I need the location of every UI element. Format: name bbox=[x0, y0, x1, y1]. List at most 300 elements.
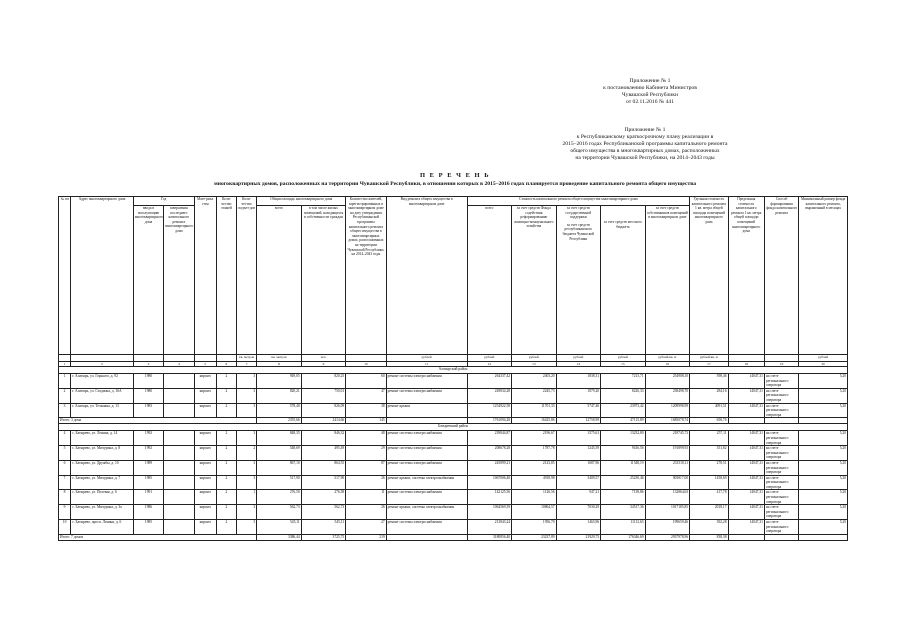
total-cell: 2355,66 bbox=[257, 418, 302, 424]
table-cell: 3 bbox=[237, 475, 257, 490]
column-number-cell: 17 bbox=[690, 362, 728, 367]
total-row bbox=[59, 534, 848, 540]
table-cell: 1992 bbox=[133, 446, 163, 461]
total-cell bbox=[386, 534, 467, 540]
table-cell bbox=[164, 475, 194, 490]
table-cell: 264337,42 bbox=[467, 374, 512, 389]
table-cell: 231518,11 bbox=[645, 460, 690, 475]
header-cell: Удельная стоимость капитального ремонта 1 кв. метра общей площади помещений многоквартирного дома bbox=[690, 197, 728, 355]
table-cell: 1575,61 bbox=[556, 431, 601, 446]
table-cell: на счете регионального оператора bbox=[764, 446, 798, 461]
table-cell: 1992 bbox=[133, 431, 163, 446]
table-cell: 1985 bbox=[133, 520, 163, 535]
table-cell: 4918,98 bbox=[512, 475, 557, 490]
total-cell: 3386,44 bbox=[257, 534, 302, 540]
table-cell: 2 bbox=[59, 388, 71, 403]
table-cell: на счете регионального оператора bbox=[764, 403, 798, 418]
annex-line: Приложение № 1 bbox=[629, 78, 671, 84]
table-cell: 10 bbox=[59, 520, 71, 535]
table-cell: 5,20 bbox=[799, 460, 848, 475]
table-cell: ремонт системы электроснабжения bbox=[386, 388, 467, 403]
table-cell bbox=[164, 374, 194, 389]
table-cell: 3 bbox=[237, 460, 257, 475]
table-cell: ремонт крыши, системы электроснабжения bbox=[386, 475, 467, 490]
header-cell: Мате-риал стен bbox=[194, 197, 216, 355]
column-number-cell: 13 bbox=[512, 362, 557, 367]
table-cell: 276,58 bbox=[301, 490, 346, 505]
table-cell: 3 bbox=[237, 505, 257, 520]
table-cell: 14047,31 bbox=[728, 446, 764, 461]
table-cell: 3 bbox=[237, 431, 257, 446]
table-cell: 3 bbox=[59, 403, 71, 418]
table-row bbox=[59, 403, 848, 418]
table-cell: 7213,71 bbox=[601, 374, 646, 389]
table-cell: 417,78 bbox=[690, 490, 728, 505]
table-cell: 548,69 bbox=[257, 446, 302, 461]
table-cell: на счете регионального оператора bbox=[764, 505, 798, 520]
table-cell: 1067006,40 bbox=[467, 475, 512, 490]
column-number-cell: 9 bbox=[301, 362, 346, 367]
subheader-cell: всего bbox=[467, 206, 512, 355]
annex-line: 2015–2016 годах Республиканской программы капитального ремонта bbox=[562, 141, 728, 147]
table-row bbox=[59, 446, 848, 461]
unit-cell: рублей bbox=[467, 355, 512, 362]
table-cell: 5,20 bbox=[799, 490, 848, 505]
table-cell bbox=[164, 505, 194, 520]
title-main: П Е Р Е Ч Е Н Ь bbox=[419, 172, 491, 179]
table-cell: 5,20 bbox=[799, 403, 848, 418]
table-cell: 5,20 bbox=[799, 520, 848, 535]
unit-cell bbox=[346, 355, 386, 362]
table-cell: 278,51 bbox=[690, 460, 728, 475]
table-cell: 14047,31 bbox=[728, 520, 764, 535]
table-cell: 562,73 bbox=[301, 505, 346, 520]
table-cell: 1463,96 bbox=[556, 520, 601, 535]
table-cell: 29 bbox=[346, 446, 386, 461]
total-cell bbox=[728, 534, 764, 540]
total-cell: 3725,75 bbox=[301, 534, 346, 540]
table-cell: 545,11 bbox=[257, 520, 302, 535]
annex-line: к постановлению Кабинета Министров bbox=[603, 85, 697, 91]
table-cell: 8 bbox=[59, 490, 71, 505]
table-cell: 2 bbox=[216, 374, 236, 389]
table-cell: 60 bbox=[346, 374, 386, 389]
table-cell: 826,09 bbox=[301, 403, 346, 418]
table-cell: 14047,31 bbox=[728, 505, 764, 520]
total-cell: 658,76 bbox=[690, 418, 728, 424]
header-cell: Адрес многоквартирного дома bbox=[71, 197, 134, 355]
unit-cell bbox=[194, 355, 216, 362]
table-cell: с. Батырево, просп. Ленина, д. 6 bbox=[71, 520, 134, 535]
header-cell: Способ формирования фонда капитального ремонта bbox=[764, 197, 798, 355]
header-cell: № пп bbox=[59, 197, 71, 355]
table-cell: ремонт крыши bbox=[386, 403, 467, 418]
unit-cell bbox=[216, 355, 236, 362]
subheader-cell: всего bbox=[257, 206, 302, 355]
unit-cell: рублей bbox=[512, 355, 557, 362]
table-cell: 351,82 bbox=[690, 446, 728, 461]
table-row bbox=[59, 475, 848, 490]
column-number-cell: 6 bbox=[216, 362, 236, 367]
table-cell: 1879,20 bbox=[556, 388, 601, 403]
table-cell: на счете регионального оператора bbox=[764, 490, 798, 505]
header-cell: Коли-чество подъез-дов bbox=[237, 197, 257, 355]
total-cell: 23237,89 bbox=[512, 534, 557, 540]
table-cell: 4091,51 bbox=[690, 403, 728, 418]
table-cell bbox=[164, 460, 194, 475]
total-cell: 3180856,40 bbox=[467, 534, 512, 540]
table-cell: 13232,80 bbox=[601, 431, 646, 446]
subheader-cell bbox=[601, 206, 646, 355]
table-cell: на счете регионального оператора bbox=[764, 520, 798, 535]
annex-line: общего имущества в многоквартирных домах, расположенных bbox=[570, 148, 720, 154]
table-cell: 284,16 bbox=[690, 388, 728, 403]
table-cell: 11 bbox=[346, 490, 386, 505]
table-cell: 1687,96 bbox=[556, 460, 601, 475]
table-cell: 6 bbox=[59, 460, 71, 475]
total-label: Итого: 7 домов bbox=[59, 534, 257, 540]
total-cell: 12758,99 bbox=[556, 418, 601, 424]
table-cell: 2 bbox=[216, 490, 236, 505]
table-cell bbox=[164, 490, 194, 505]
total-cell: 2414,66 bbox=[301, 418, 346, 424]
table-cell: г. Алатырь, ул. Горького, д. 92 bbox=[71, 374, 134, 389]
total-cell: 145 bbox=[346, 418, 386, 424]
subheader-cell: завершения последнего капитального ремонта многоквартирного дома bbox=[164, 206, 194, 355]
table-row bbox=[59, 520, 848, 535]
unit-cell: кв. метров bbox=[237, 355, 257, 362]
annex-line: к Республиканскому краткосрочному плану реализации в bbox=[576, 134, 714, 140]
table-cell: 26 bbox=[346, 505, 386, 520]
table-cell bbox=[164, 388, 194, 403]
table-cell: с. Батырево, ул. Мичурина, д. 3а bbox=[71, 505, 134, 520]
header-cell: Стоимость капитального ремонта общего имущества многоквартирного дома bbox=[467, 197, 690, 206]
table-cell: кирпич bbox=[194, 446, 216, 461]
table-row bbox=[59, 460, 848, 475]
column-number-cell: 10 bbox=[346, 362, 386, 367]
table-cell: 276,50 bbox=[257, 490, 302, 505]
total-cell: 838,38 bbox=[690, 534, 728, 540]
table-cell: ремонт системы электроснабжения bbox=[386, 460, 467, 475]
region-row bbox=[59, 367, 848, 374]
unit-cell bbox=[59, 355, 71, 362]
subheader-cell: в том числе жилых помещений, находящихся в собственности граждан bbox=[301, 206, 346, 355]
table-row bbox=[59, 490, 848, 505]
table-cell: 9416,56 bbox=[601, 446, 646, 461]
table-cell: 820,21 bbox=[257, 388, 302, 403]
table-cell: на счете регионального оператора bbox=[764, 475, 798, 490]
table-cell: 2 bbox=[237, 446, 257, 461]
table-cell: 5 bbox=[59, 446, 71, 461]
subheader-text: за счет средств местного бюджета bbox=[603, 220, 642, 229]
table-cell: 47 bbox=[346, 388, 386, 403]
table-cell: 2 bbox=[216, 431, 236, 446]
table-cell: 2 bbox=[216, 475, 236, 490]
unit-cell: рублей/кв. м bbox=[645, 355, 690, 362]
table-cell bbox=[164, 520, 194, 535]
table-cell bbox=[164, 446, 194, 461]
column-number-cell: 20 bbox=[799, 362, 848, 367]
table-cell: г. Алатырь, ул. Стадиона, д. 16А bbox=[71, 388, 134, 403]
table-cell: 1017185,85 bbox=[645, 505, 690, 520]
table-cell: 848,35 bbox=[257, 431, 302, 446]
table-cell: 10864,57 bbox=[512, 505, 557, 520]
region-row bbox=[59, 424, 848, 431]
table-cell: 11701,33 bbox=[512, 403, 557, 418]
total-cell: 219 bbox=[346, 534, 386, 540]
unit-cell bbox=[164, 355, 194, 362]
table-cell: 3 bbox=[237, 374, 257, 389]
annex-line: от 02.11.2016 № 441 bbox=[625, 99, 675, 105]
table-cell: 7 bbox=[59, 475, 71, 490]
header-cell: Количество жителей, зарегистрированных в многоквартирном доме на дату утверждения Республиканской программы капитального ремонта общего имущества в многоквартирных домах, расположенных на территории Чувашской Республики, на 2014–2043 годы bbox=[346, 197, 386, 355]
table-cell: на счете регионального оператора bbox=[764, 374, 798, 389]
table-cell: 3 bbox=[237, 403, 257, 418]
unit-cell: чел. bbox=[301, 355, 346, 362]
table-cell: 14047,31 bbox=[728, 460, 764, 475]
table-cell: 750,01 bbox=[301, 388, 346, 403]
table-cell: 254908,10 bbox=[645, 374, 690, 389]
table-cell: 48 bbox=[346, 431, 386, 446]
units-row bbox=[59, 355, 848, 362]
column-number-cell: 18 bbox=[728, 362, 764, 367]
table-cell: ремонт крыши, системы электроснабжения bbox=[386, 505, 467, 520]
unit-cell: рублей/кв. м bbox=[690, 355, 728, 362]
table-cell: 2245,73 bbox=[512, 388, 557, 403]
total-cell: 47115,89 bbox=[601, 418, 646, 424]
unit-cell: рублей bbox=[556, 355, 601, 362]
table-cell: с. Батырево, ул. Полевая, д. 6 bbox=[71, 490, 134, 505]
table-cell: 14047,31 bbox=[728, 388, 764, 403]
table-cell: 245899,21 bbox=[467, 460, 512, 475]
table-cell: кирпич bbox=[194, 460, 216, 475]
table-row bbox=[59, 388, 848, 403]
table-cell: на счете регионального оператора bbox=[764, 431, 798, 446]
table-cell: с. Батырево, ул. Мичурина, д. 8 bbox=[71, 446, 134, 461]
column-number-cell: 8 bbox=[257, 362, 302, 367]
table-cell bbox=[164, 403, 194, 418]
table-cell: кирпич bbox=[194, 490, 216, 505]
table-cell: 132864,63 bbox=[645, 490, 690, 505]
subheader-text: за счет средств республиканского бюджета Чувашской Республики bbox=[562, 222, 594, 241]
document-title bbox=[60, 172, 850, 188]
column-number-cell: 7 bbox=[237, 362, 257, 367]
table-cell: 218745,73 bbox=[645, 431, 690, 446]
table-cell: 1983 bbox=[133, 403, 163, 418]
table-cell: 903817,00 bbox=[645, 475, 690, 490]
table-cell: 208678,28 bbox=[467, 446, 512, 461]
total-cell bbox=[764, 534, 798, 540]
table-cell: на счете регионального оператора bbox=[764, 460, 798, 475]
table-cell: 142125,56 bbox=[467, 490, 512, 505]
table-cell: 545,11 bbox=[301, 520, 346, 535]
title-subtitle: многоквартирных домов, расположенных на территории Чувашской Республики, в отношении которых в 2015–2016 годах планируется проведение капитального ремонта общего имущества bbox=[213, 181, 697, 187]
table-cell: 5,20 bbox=[799, 388, 848, 403]
total-cell: 1761094,28 bbox=[467, 418, 512, 424]
table-cell: 3 bbox=[237, 388, 257, 403]
region-name: Алатырский район bbox=[59, 367, 848, 374]
table-cell: 5,20 bbox=[799, 431, 848, 446]
subheader-cell: ввода в эксплуатацию многоквартирного дома bbox=[133, 206, 163, 355]
unit-cell: рублей bbox=[601, 355, 646, 362]
table-cell: 578,40 bbox=[257, 403, 302, 418]
column-number-cell: 14 bbox=[556, 362, 601, 367]
table-cell: 1064569,39 bbox=[467, 505, 512, 520]
table-cell: 9 bbox=[59, 505, 71, 520]
table-cell: ремонт системы электроснабжения bbox=[386, 490, 467, 505]
table-cell: 2403,20 bbox=[512, 374, 557, 389]
table-cell: с. Батырево, ул. Ленина, д. 14 bbox=[71, 431, 134, 446]
annex-line: Чувашской Республики bbox=[622, 92, 678, 98]
table-cell: кирпич bbox=[194, 520, 216, 535]
table-cell: 2196,67 bbox=[512, 431, 557, 446]
table-row bbox=[59, 505, 848, 520]
table-cell: ремонт системы электроснабжения bbox=[386, 374, 467, 389]
table-cell: 3409,57 bbox=[556, 475, 601, 490]
table-cell: 2 bbox=[216, 388, 236, 403]
table-row bbox=[59, 374, 848, 389]
table-cell: 1126,56 bbox=[512, 490, 557, 505]
table-cell: 1986 bbox=[133, 505, 163, 520]
table-cell: 5,20 bbox=[799, 446, 848, 461]
table-cell: г. Алатырь, ул. Тельмана, д. 13 bbox=[71, 403, 134, 418]
column-number-cell: 16 bbox=[645, 362, 690, 367]
column-number-cell: 19 bbox=[764, 362, 798, 367]
table-cell: 38 bbox=[346, 403, 386, 418]
table-cell: 14047,31 bbox=[728, 490, 764, 505]
table-cell: 947,21 bbox=[556, 490, 601, 505]
table-cell: 239844,87 bbox=[467, 431, 512, 446]
table-cell: 11548,19 bbox=[601, 460, 646, 475]
unit-cell: кв. метров bbox=[257, 355, 302, 362]
annex-line: Приложение № 1 bbox=[624, 127, 666, 133]
table-cell: 14047,31 bbox=[728, 403, 764, 418]
total-cell: 2937978,96 bbox=[645, 534, 690, 540]
total-cell: 176346,69 bbox=[601, 534, 646, 540]
table-cell: 598,46 bbox=[690, 374, 728, 389]
table-cell: 2 bbox=[216, 403, 236, 418]
subheader-cell: за счет средств Фонда содействия реформированию жилищно-коммунального хозяйства bbox=[512, 206, 557, 355]
total-label: Итого: 3 дома bbox=[59, 418, 257, 424]
column-number-cell: 5 bbox=[194, 362, 216, 367]
table-cell: 1985 bbox=[133, 475, 163, 490]
table-cell: 23973,42 bbox=[601, 403, 646, 418]
table-cell: кирпич bbox=[194, 388, 216, 403]
table-cell: 26 bbox=[346, 475, 386, 490]
table-cell: 949,05 bbox=[257, 374, 302, 389]
header-cell: Вид ремонта общего имущества в многоквартирном доме bbox=[386, 197, 467, 355]
table-cell: кирпич bbox=[194, 505, 216, 520]
table-cell: кирпич bbox=[194, 431, 216, 446]
subheader-text: за счет средств государственной поддержки bbox=[565, 206, 592, 220]
table-cell: с. Батырево, ул. Дружбы, д. 10 bbox=[71, 460, 134, 475]
table-cell: 820,25 bbox=[301, 374, 346, 389]
table-cell: 5747,46 bbox=[556, 403, 601, 418]
table-cell: 1991 bbox=[133, 490, 163, 505]
table-cell: 191899,93 bbox=[645, 446, 690, 461]
table-cell: 14047,31 bbox=[728, 475, 764, 490]
table-cell bbox=[164, 431, 194, 446]
table-cell: кирпич bbox=[194, 403, 216, 418]
table-cell: 864,55 bbox=[301, 460, 346, 475]
header-cell: Предельная стоимость капитального ремонта 1 кв. метра общей площади помещений многоквартирного дома bbox=[728, 197, 764, 355]
unit-cell bbox=[764, 355, 798, 362]
total-cell bbox=[799, 534, 848, 540]
table-cell: 5,20 bbox=[799, 374, 848, 389]
header-cell: Общая площадь многоквартирного дома bbox=[257, 197, 346, 206]
table-cell: 2 bbox=[216, 446, 236, 461]
table-cell: 238498,70 bbox=[645, 388, 690, 403]
column-number-cell: 2 bbox=[71, 362, 134, 367]
annex-header-decree bbox=[570, 78, 730, 106]
unit-cell: рублей bbox=[799, 355, 848, 362]
table-cell: 517,90 bbox=[301, 475, 346, 490]
table-cell: ремонт системы электроснабжения bbox=[386, 446, 467, 461]
column-number-cell: 1 bbox=[59, 362, 71, 367]
table-cell: 11112,63 bbox=[601, 520, 646, 535]
table-cell: 1989 bbox=[133, 460, 163, 475]
table-cell: кирпич bbox=[194, 374, 216, 389]
table-cell: 517,90 bbox=[257, 475, 302, 490]
table-cell: 867,10 bbox=[257, 460, 302, 475]
table-cell: 213843,24 bbox=[467, 520, 512, 535]
header-cell: Год bbox=[133, 197, 194, 206]
table-cell: 2 bbox=[216, 520, 236, 535]
column-number-cell: 3 bbox=[133, 362, 163, 367]
annex-line: на территории Чувашской Республики, на 2014–2043 годы bbox=[575, 155, 715, 161]
table-cell: 392,28 bbox=[690, 520, 728, 535]
table-cell: 1209998,99 bbox=[645, 403, 690, 418]
column-number-cell: 15 bbox=[601, 362, 646, 367]
table-cell: 3 bbox=[237, 520, 257, 535]
table-cell: 8220,33 bbox=[601, 388, 646, 403]
table-cell: 2018,17 bbox=[690, 505, 728, 520]
table-cell: с. Батырево, ул. Мичурина, д. 7 bbox=[71, 475, 134, 490]
table-cell: 87 bbox=[346, 460, 386, 475]
table-cell: ремонт системы электроснабжения bbox=[386, 520, 467, 535]
table-cell: 5,20 bbox=[799, 475, 848, 490]
table-cell: 27 bbox=[346, 520, 386, 535]
table-cell: 25230,46 bbox=[601, 475, 646, 490]
table-body bbox=[59, 367, 848, 541]
unit-cell bbox=[728, 355, 764, 362]
table-cell: на счете регионального оператора bbox=[764, 388, 798, 403]
column-number-cell: 4 bbox=[164, 362, 194, 367]
column-number-cell: 12 bbox=[467, 362, 512, 367]
table-cell: 1980 bbox=[133, 374, 163, 389]
table-cell: 1980 bbox=[133, 388, 163, 403]
table-cell: 249834,28 bbox=[467, 388, 512, 403]
table-cell: 14047,31 bbox=[728, 431, 764, 446]
table-cell: 562,73 bbox=[257, 505, 302, 520]
table-cell: 1245,59 bbox=[556, 446, 601, 461]
table-cell: 7138,86 bbox=[601, 490, 646, 505]
buildings-table bbox=[58, 196, 848, 541]
table-cell: 34517,36 bbox=[601, 505, 646, 520]
table-cell: 14047,31 bbox=[728, 374, 764, 389]
table-cell: 495,49 bbox=[301, 446, 346, 461]
table-cell: 4 bbox=[59, 431, 71, 446]
table-cell: 1 bbox=[59, 374, 71, 389]
subheader-cell: за счет средств собственников помещений в многоквартирном доме bbox=[645, 206, 690, 355]
table-cell: 1458,69 bbox=[690, 475, 728, 490]
subheader-cell bbox=[556, 206, 601, 355]
unit-cell bbox=[133, 355, 163, 362]
total-cell: 16425,86 bbox=[512, 418, 557, 424]
table-cell: 2123,85 bbox=[512, 460, 557, 475]
table-cell: 2 bbox=[216, 460, 236, 475]
table-cell: 199659,46 bbox=[645, 520, 690, 535]
